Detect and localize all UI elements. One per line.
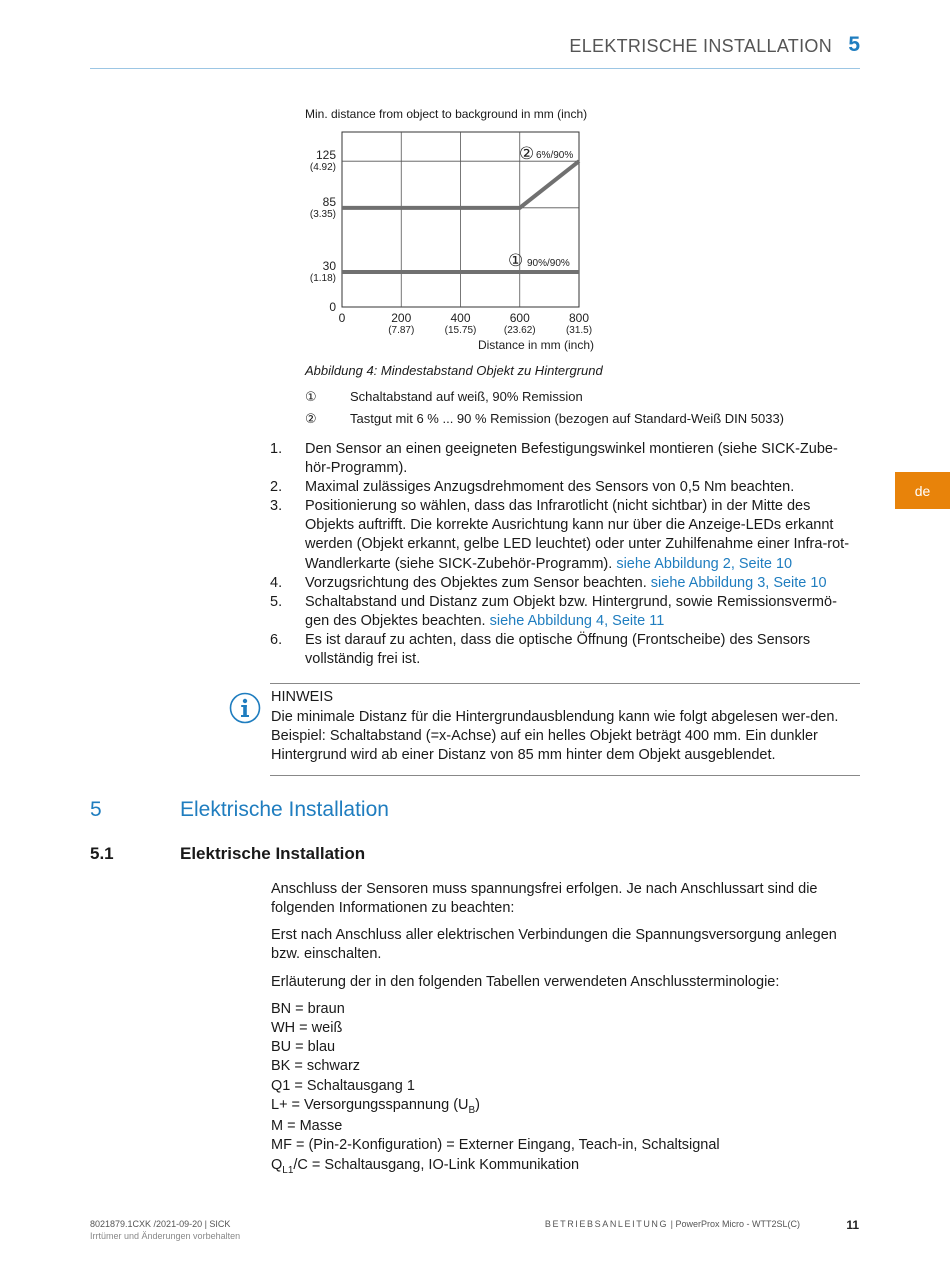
step-number: 4. — [270, 575, 283, 591]
term-ql1-sub: L1 — [282, 1164, 294, 1176]
cross-reference-link[interactable]: siehe Abbildung 4, Seite 11 — [489, 613, 665, 630]
step-text: Maximal zulässiges Anzugsdrehmoment des Sensors von 0,5 Nm beachten. — [305, 479, 795, 495]
term-q1: Q1 = Schaltausgang 1 — [271, 1078, 415, 1094]
legend-marker: ① — [305, 389, 317, 404]
section-number: 5 — [90, 798, 102, 821]
list-item — [270, 440, 860, 478]
step-number: 5. — [270, 594, 283, 610]
step-text: Schaltabstand und Distanz zum Objekt bzw. Hintergrund, sowie Remissionsvermö-gen des Objektes beachten. — [305, 594, 837, 630]
chart-x-tick-sublabel: (7.87) — [388, 325, 415, 336]
chart-y-tick-label: 30 — [322, 259, 336, 273]
footer-manual-type: BETRIEBSANLEITUNG — [544, 1219, 669, 1229]
footer-doc-id: 8021879.1CXK /2021-09-20 | SICK — [90, 1219, 231, 1229]
chart-x-tick-label: 200 — [391, 311, 412, 325]
chart-series-label: 6%/90% — [536, 150, 574, 161]
legend-marker: ② — [305, 411, 317, 426]
step-text: Es ist darauf zu achten, dass die optische Öffnung (Frontscheibe) des Sensors vollständig frei ist. — [305, 632, 811, 668]
footer-disclaimer: Irrtümer und Änderungen vorbehalten — [90, 1231, 241, 1241]
chart-x-tick-sublabel: (23.62) — [503, 325, 536, 336]
running-header-chapter: 5 — [848, 33, 860, 56]
subsection-title: Elektrische Installation — [180, 844, 366, 863]
paragraph: Erläuterung der in den folgenden Tabellen verwendeten Anschlussterminologie: — [271, 974, 780, 990]
chart-x-tick-sublabel: (15.75) — [444, 325, 477, 336]
hint-divider-top — [270, 683, 860, 684]
chart-series-marker: ① — [508, 251, 524, 271]
term-mf: MF = (Pin-2-Konfiguration) = Externer Eingang, Teach-in, Schaltsignal — [271, 1137, 720, 1153]
footer-manual — [545, 1219, 800, 1229]
term-ql1 — [271, 1156, 579, 1180]
chart-x-axis-label: Distance in mm (inch) — [477, 338, 594, 352]
figure-legend-item — [305, 411, 784, 427]
chart-x-tick-label: 600 — [509, 311, 530, 325]
hint-body: Die minimale Distanz für die Hintergrundausblendung kann wie folgt abgelesen wer-den. Beispiel: Schaltabstand (=x-Achse) auf ein helles Objekt beträgt 400 mm. Ein dunkler Hintergrund wird ab einer Distanz von 85 mm hinter dem Objekt ausgeblendet. — [271, 709, 839, 764]
figure-caption: Abbildung 4: Mindestabstand Objekt zu Hintergrund — [305, 363, 603, 378]
list-item — [270, 478, 860, 497]
step-number: 1. — [270, 441, 283, 457]
chart-x-tick-sublabel: (31.5) — [565, 325, 593, 336]
header-divider — [90, 68, 860, 69]
running-header-title: ELEKTRISCHE INSTALLATION — [569, 36, 832, 56]
list-item — [270, 631, 860, 669]
hint-title: HINWEIS — [271, 689, 334, 705]
term-m: M = Masse — [271, 1118, 343, 1134]
term-bn: BN = braun — [271, 1001, 345, 1017]
cross-reference-link[interactable]: siehe Abbildung 3, Seite 10 — [650, 575, 827, 591]
section-title: Elektrische Installation — [180, 798, 389, 821]
chart-series-marker: ② — [519, 144, 535, 164]
legend-text: Tastgut mit 6 % ... 90 % Remission (bezogen auf Standard-Weiß DIN 5033) — [350, 411, 785, 426]
term-bu: BU = blau — [271, 1039, 336, 1055]
term-wh: WH = weiß — [271, 1020, 343, 1036]
legend-text: Schaltabstand auf weiß, 90% Remission — [350, 389, 583, 404]
chart-x-tick-label: 400 — [450, 311, 471, 325]
term-bk: BK = schwarz — [271, 1058, 361, 1074]
step-text: Vorzugsrichtung des Objektes zum Sensor beachten. — [305, 575, 647, 591]
footer-product: | PowerProx Micro - WTT2SL(C) — [668, 1219, 800, 1229]
step-number: 6. — [270, 632, 283, 648]
paragraph: Erst nach Anschluss aller elektrischen Verbindungen die Spannungsversorgung anlegen bzw. einschalten. — [271, 927, 837, 963]
page-number: 11 — [846, 1218, 859, 1232]
list-item — [270, 497, 860, 574]
language-tab[interactable]: de — [895, 472, 950, 509]
list-item — [270, 574, 860, 593]
step-number: 3. — [270, 498, 283, 514]
term-ql1-end: /C = Schaltausgang, IO-Link Kommunikation — [293, 1157, 580, 1173]
term-lplus-end: ) — [475, 1097, 481, 1113]
figure-legend-item — [305, 389, 583, 405]
chart-y-tick-sublabel: (1.18) — [309, 273, 336, 284]
list-item — [270, 593, 860, 631]
chart-y-tick-sublabel: (3.35) — [309, 208, 336, 220]
hint-divider-bottom — [270, 775, 860, 776]
paragraph: Anschluss der Sensoren muss spannungsfrei erfolgen. Je nach Anschlussart sind die folgenden Informationen zu beachten: — [271, 881, 818, 917]
step-number: 2. — [270, 479, 283, 495]
chart-x-tick-label: 0 — [338, 311, 346, 325]
chart-x-tick-label: 800 — [568, 311, 590, 325]
chart-y-tick-label: 0 — [329, 300, 336, 314]
term-ql1-text: Q — [271, 1157, 283, 1173]
info-icon — [229, 692, 261, 724]
term-lplus-sub: B — [468, 1104, 476, 1116]
cross-reference-link[interactable]: siehe Abbildung 2, Seite 10 — [616, 555, 793, 572]
step-text: Den Sensor an einen geeigneten Befestigungswinkel montieren (siehe SICK-Zube-hör-Programm). — [305, 441, 838, 477]
distance-chart — [295, 120, 615, 355]
term-lplus-text: L+ = Versorgungsspannung (U — [271, 1097, 469, 1113]
step-text: Positionierung so wählen, dass das Infrarotlicht (nicht sichtbar) in der Mitte des Objekts auftrifft. Die korrekte Ausrichtung kann nur über die Anzeige-LEDs erkannt werden (Objekt erkannt, gelbe LED leuchtet) oder unter Zuhilfenahme einer Infra-rot-Wandlerkarte (siehe SICK-Zubehör-Programm). — [305, 498, 850, 572]
chart-series-label: 90%/90% — [527, 258, 570, 269]
chart-y-tick-sublabel: (4.92) — [309, 162, 336, 174]
chart-title: Min. distance from object to background in mm (inch) — [305, 107, 588, 121]
subsection-number: 5.1 — [90, 844, 114, 863]
chart-y-tick-label: 85 — [322, 194, 336, 209]
chart-y-tick-label: 125 — [315, 148, 336, 163]
